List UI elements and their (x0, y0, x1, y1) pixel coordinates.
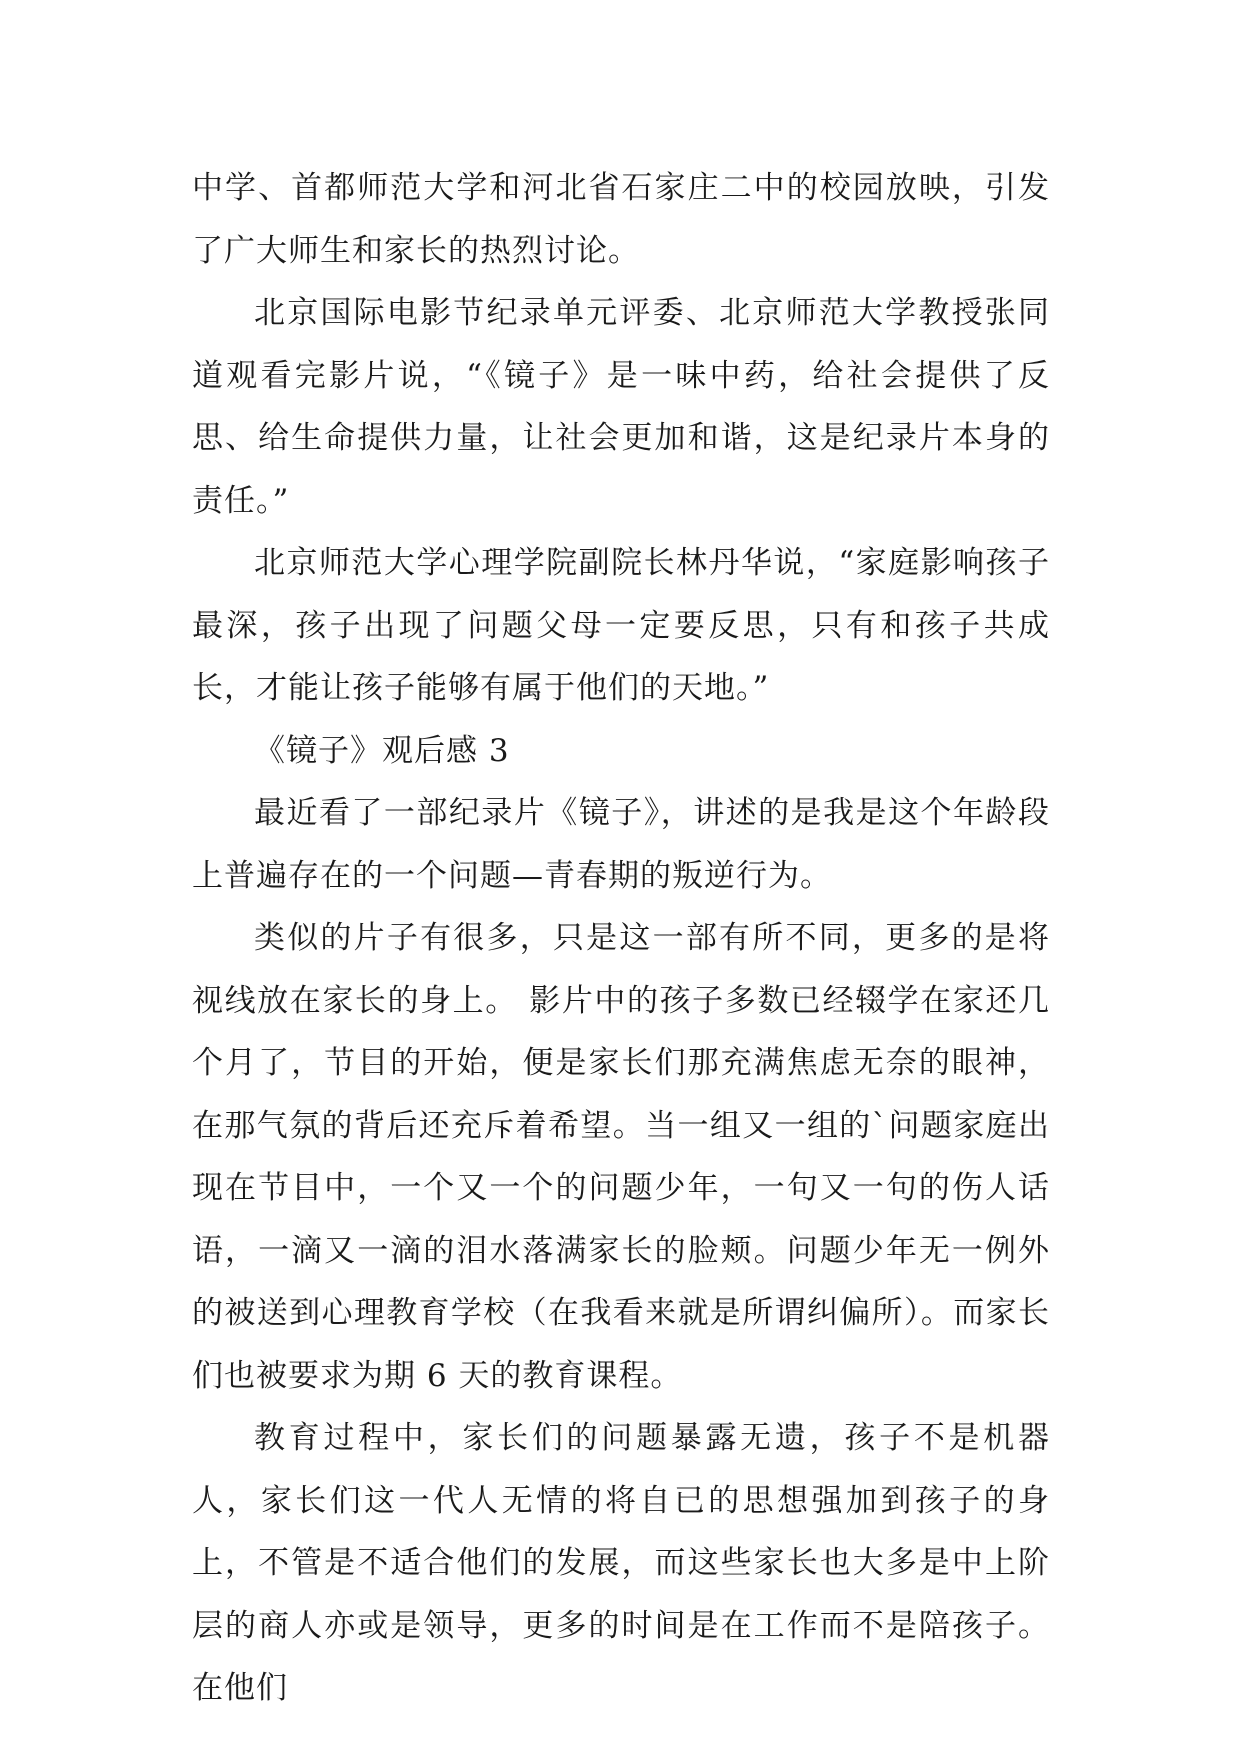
paragraph-film-description: 类似的片子有很多，只是这一部有所不同，更多的是将视线放在家长的身上。 影片中的孩子多数已经辍学在家还几个月了，节目的开始，便是家长们那充满焦虑无奈的眼神，在那气氛的背后还充斥着希望。当一组又一组的`问题家庭出现在节目中，一个又一个的问题少年，一句又一句的伤人话语，一滴又一滴的泪水落满家长的脸颊。问题少年无一例外的被送到心理教育学校（在我看来就是所谓纠偏所）。而家长们也被要求为期 6 天的教育课程。 (192, 920, 1050, 1394)
paragraph-education-process: 教育过程中，家长们的问题暴露无遗，孩子不是机器人，家长们这一代人无情的将自已的思想强加到孩子的身上，不管是不适合他们的发展，而这些家长也大多是中上阶层的商人亦或是领导，更多的时间是在工作而不是陪孩子。在他们 (192, 1420, 1050, 1706)
paragraph-zhang-tongdao-quote: 北京国际电影节纪录单元评委、北京师范大学教授张同道观看完影片说，“《镜子》是一味中药，给社会提供了反思、给生命提供力量，让社会更加和谐，这是纪录片本身的责任。” (192, 295, 1050, 519)
paragraph-lin-danhua-quote: 北京师范大学心理学院副院长林丹华说，“家庭影响孩子最深，孩子出现了问题父母一定要反思，只有和孩子共成长，才能让孩子能够有属于他们的天地。” (192, 545, 1050, 706)
paragraph-continuation: 中学、首都师范大学和河北省石家庄二中的校园放映，引发了广大师生和家长的热烈讨论。 (192, 170, 1050, 269)
document-body (192, 157, 1050, 1720)
paragraph-intro: 最近看了一部纪录片《镜子》，讲述的是我是这个年龄段上普遍存在的一个问题—青春期的叛逆行为。 (192, 795, 1050, 894)
section-heading: 《镜子》观后感 3 (254, 732, 510, 769)
